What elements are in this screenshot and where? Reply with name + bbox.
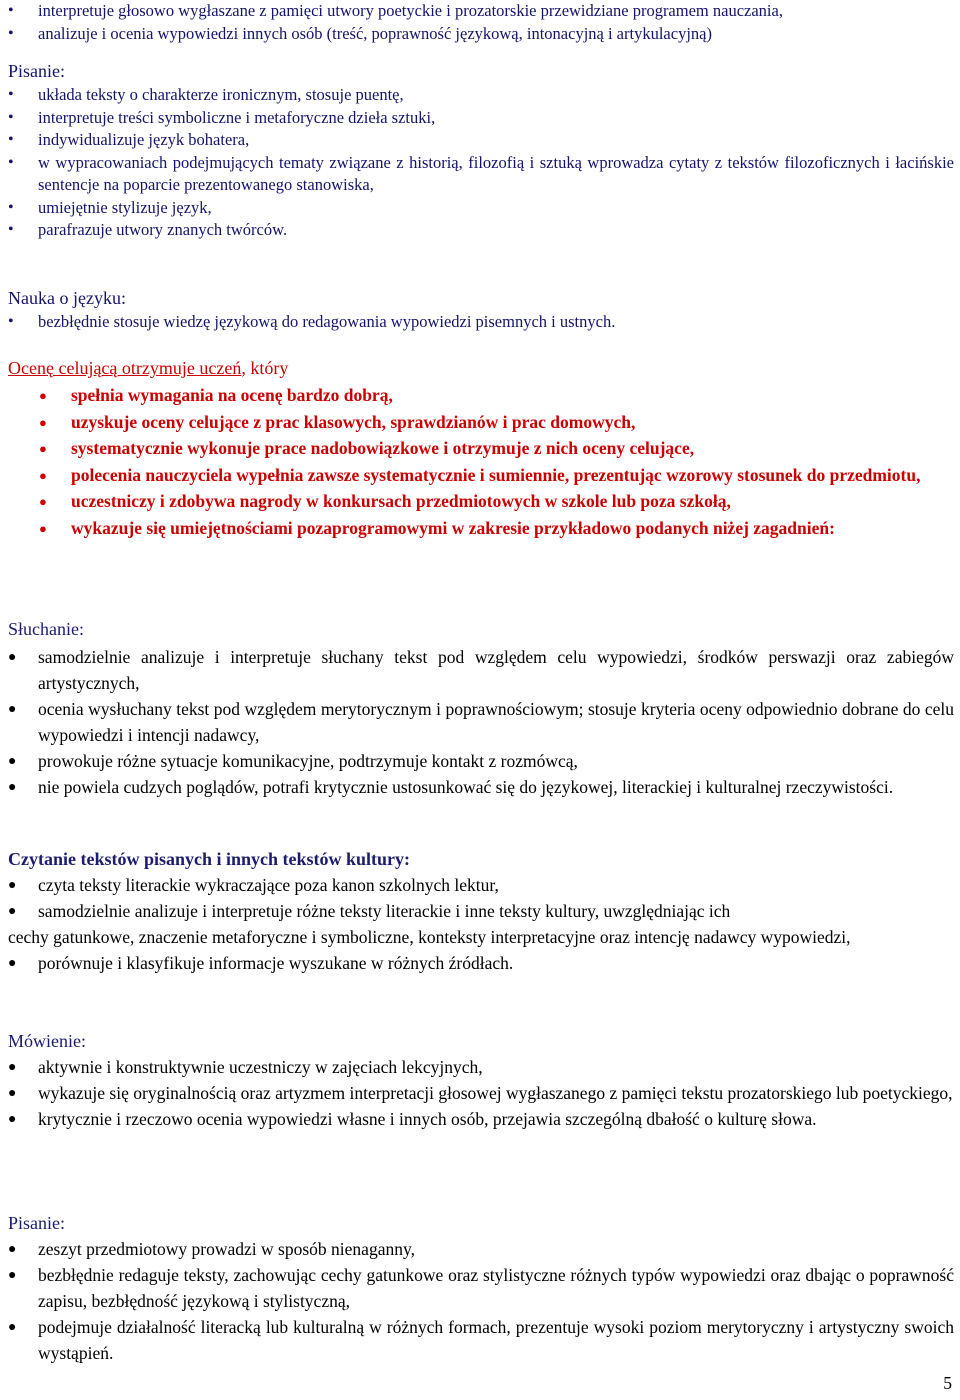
- list-item: ● spełnia wymagania na ocenę bardzo dobrą,: [8, 383, 954, 408]
- bullet-icon: ●: [39, 520, 47, 536]
- list-item: ● uzyskuje oceny celujące z prac klasowych, sprawdzianów i prac domowych,: [8, 410, 954, 435]
- bullet-icon: ●: [8, 904, 17, 919]
- list-item: ● prowokuje różne sytuacje komunikacyjne, podtrzymuje kontakt z rozmówcą,: [8, 748, 954, 774]
- list-item: • analizuje i ocenia wypowiedzi innych osób (treść, poprawność językową, intonacyjną i artykulacyjną): [8, 23, 954, 46]
- list-item: ● nie powiela cudzych poglądów, potrafi krytycznie ustosunkować się do językowej, literackiej i kulturalnej rzeczywistości.: [8, 774, 954, 800]
- list-item: • interpretuje głosowo wygłaszane z pamięci utwory poetyckie i prozatorskie przewidziane programem nauczania,: [8, 0, 954, 23]
- bullet-icon: ●: [8, 878, 17, 893]
- bullet-icon: •: [8, 153, 14, 171]
- section-heading: Mówienie:: [8, 1031, 86, 1051]
- section-heading: Słuchanie:: [8, 619, 84, 639]
- nauka-section: [8, 286, 954, 334]
- section-heading: Pisanie:: [8, 1213, 65, 1233]
- list-item: ● uczestniczy i zdobywa nagrody w konkursach przedmiotowych w szkole lub poza szkołą,: [8, 489, 954, 514]
- pisanie-section-1: [8, 59, 954, 242]
- list-item: ● krytycznie i rzeczowo ocenia wypowiedzi własne i innych osób, przejawia szczególną dbałość o kulturę słowa.: [8, 1106, 954, 1132]
- bullet-icon: ●: [8, 702, 17, 717]
- list-item: • parafrazuje utwory znanych twórców.: [8, 219, 954, 242]
- bullet-icon: •: [8, 313, 14, 330]
- list-item: • indywidualizuje język bohatera,: [8, 129, 954, 152]
- list-item: • interpretuje treści symboliczne i metaforyczne dzieła sztuki,: [8, 107, 954, 130]
- bullet-icon: ●: [8, 1242, 17, 1257]
- bullet-icon: ●: [39, 494, 47, 509]
- bullet-icon: ●: [8, 754, 17, 769]
- list-item: • w wypracowaniach podejmujących tematy związane z historią, filozofią i sztuką wprowadza cytaty z tekstów filozoficznych i łacińskie sentencje na poparcie prezentowanego stanowiska,: [8, 152, 954, 194]
- bullet-icon: ●: [39, 441, 47, 456]
- list-item: • umiejętnie stylizuje język,: [8, 197, 954, 220]
- section-heading: Nauka o języku:: [8, 288, 126, 308]
- bullet-icon: ●: [8, 780, 17, 795]
- list-item: ● zeszyt przedmiotowy prowadzi w sposób nienaganny,: [8, 1236, 954, 1262]
- bullet-icon: •: [8, 108, 14, 126]
- sluchanie-section: [8, 616, 954, 800]
- nauka-list: [8, 311, 954, 334]
- czytanie-list: [8, 872, 954, 924]
- bullet-icon: ●: [39, 414, 47, 430]
- czytanie-list-2: [8, 950, 954, 976]
- pisanie-list-1: [8, 84, 954, 242]
- bullet-icon: •: [8, 131, 14, 148]
- czytanie-section: [8, 846, 954, 976]
- pisanie-section-2: [8, 1210, 954, 1366]
- bullet-icon: ●: [8, 1060, 17, 1075]
- czytanie-continued-text: cechy gatunkowe, znaczenie metaforyczne i symboliczne, konteksty interpretacyjne oraz intencję nadawcy wypowiedzi,: [8, 927, 851, 947]
- celujaca-heading-rest: , który: [241, 358, 289, 378]
- list-item: ● porównuje i klasyfikuje informacje wyszukane w różnych źródłach.: [8, 950, 954, 976]
- celujaca-list: [8, 383, 954, 540]
- list-item: ● samodzielnie analizuje i interpretuje różne teksty literackie i inne teksty kultury, uwzględniając ich: [8, 898, 954, 924]
- list-item: ● wykazuje się oryginalnością oraz artyzmem interpretacji głosowej wygłaszanego z pamięci tekstu prozatorskiego lub poetyckiego,: [8, 1080, 954, 1106]
- list-item: ● podejmuje działalność literacką lub kulturalną w różnych formach, prezentuje wysoki poziom merytoryczny i artystyczny swoich wystąpień.: [8, 1317, 954, 1363]
- list-item: ● samodzielnie analizuje i interpretuje słuchany tekst pod względem celu wypowiedzi, środków perswazji oraz zabiegów artystycznych,: [8, 647, 954, 693]
- bullet-icon: ●: [8, 1086, 17, 1101]
- bullet-icon: ●: [39, 467, 47, 483]
- list-item: ● polecenia nauczyciela wypełnia zawsze systematycznie i sumiennie, prezentując wzorowy stosunek do przedmiotu,: [8, 463, 954, 488]
- bullet-icon: ●: [8, 956, 17, 971]
- mowienie-section: [8, 1028, 954, 1132]
- bullet-icon: •: [8, 24, 14, 42]
- list-item: • bezbłędnie stosuje wiedzę językową do redagowania wypowiedzi pisemnych i ustnych.: [8, 311, 954, 334]
- bullet-icon: •: [8, 86, 14, 103]
- bullet-icon: •: [8, 221, 14, 238]
- bullet-icon: ●: [39, 388, 47, 403]
- page-number: 5: [943, 1373, 952, 1393]
- sluchanie-list: [8, 644, 954, 800]
- list-item: ● bezbłędnie redaguje teksty, zachowując cechy gatunkowe oraz stylistyczne różnych typów wypowiedzi oraz dbając o poprawność zapisu, bezbłędność językową i stylistyczną,: [8, 1265, 954, 1311]
- list-item: ● systematycznie wykonuje prace nadobowiązkowe i otrzymuje z nich oceny celujące,: [8, 436, 954, 461]
- bullet-icon: ●: [8, 1268, 17, 1283]
- bullet-icon: •: [8, 198, 14, 216]
- celujaca-section: [8, 355, 954, 540]
- bullet-icon: ●: [8, 1112, 17, 1127]
- top-list: [8, 0, 954, 45]
- pisanie-list-2: [8, 1236, 954, 1366]
- list-item: • układa teksty o charakterze ironicznym, stosuje puentę,: [8, 84, 954, 107]
- list-item: ● ocenia wysłuchany tekst pod względem merytorycznym i poprawnościowym; stosuje kryteria oceny odpowiednio dobrane do celu wypowiedzi i intencji nadawcy,: [8, 699, 954, 745]
- bullet-icon: •: [8, 2, 14, 19]
- bullet-icon: ●: [8, 1320, 17, 1335]
- list-item: ● wykazuje się umiejętnościami pozaprogramowymi w zakresie przykładowo podanych niżej zagadnień:: [8, 516, 954, 541]
- bullet-icon: ●: [8, 650, 17, 665]
- section-heading: Pisanie:: [8, 61, 65, 81]
- section-heading: Czytanie tekstów pisanych i innych tekstów kultury:: [8, 849, 411, 869]
- list-item: ● aktywnie i konstruktywnie uczestniczy w zajęciach lekcyjnych,: [8, 1054, 954, 1080]
- mowienie-list: [8, 1054, 954, 1132]
- top-list-section: [8, 0, 954, 45]
- celujaca-heading: [8, 355, 954, 381]
- list-item: ● czyta teksty literackie wykraczające poza kanon szkolnych lektur,: [8, 872, 954, 898]
- celujaca-heading-underlined: Ocenę celującą otrzymuje uczeń: [8, 358, 242, 378]
